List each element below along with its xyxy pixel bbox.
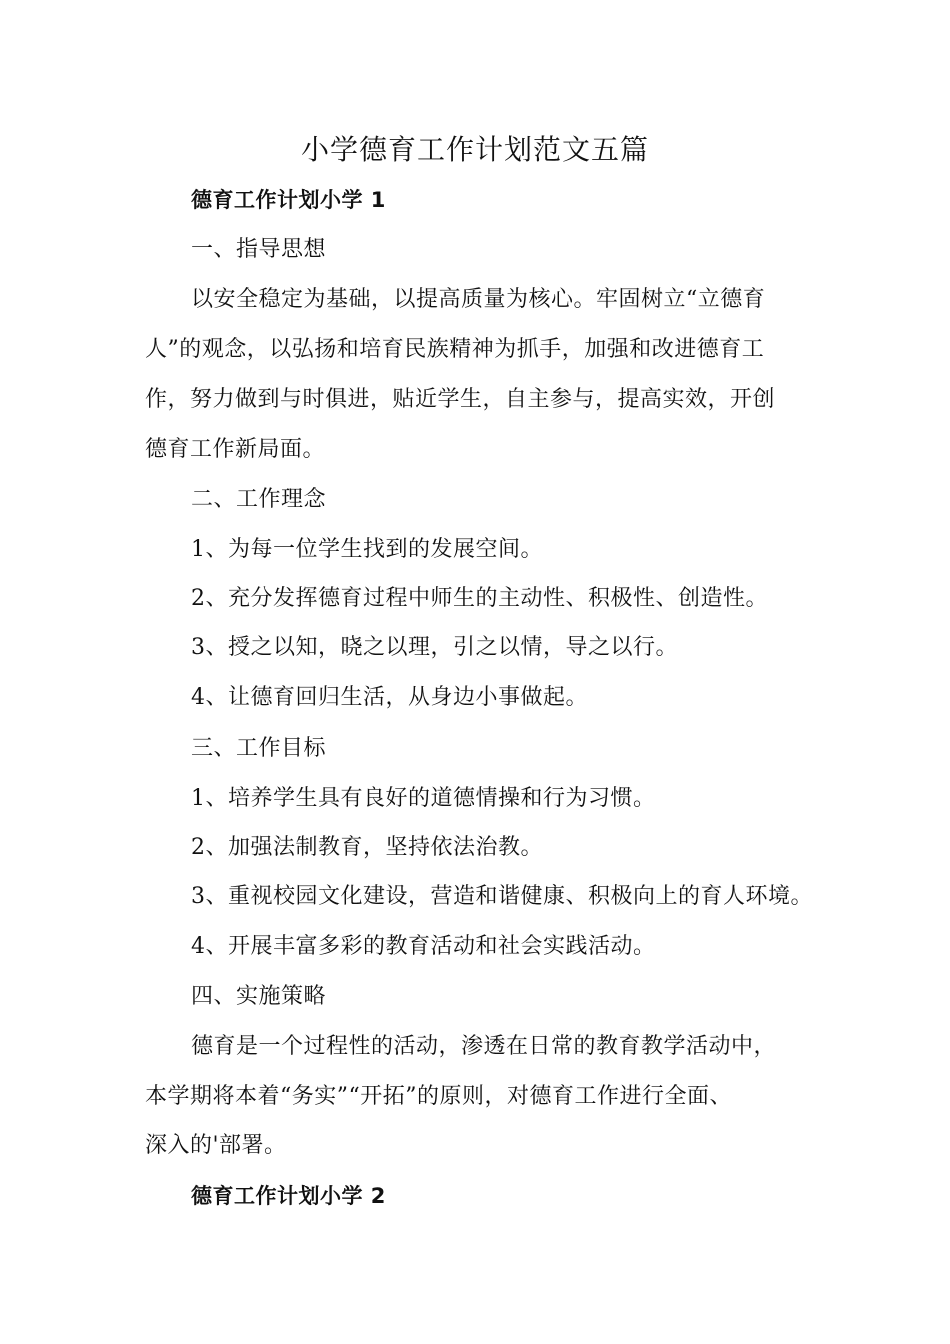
list-item: 2、加强法制教育，坚持依法治教。 (191, 835, 543, 860)
heading-work-goals: 三、工作目标 (191, 736, 327, 761)
list-item: 1、为每一位学生找到的发展空间。 (191, 537, 543, 562)
paragraph-line: 本学期将本着“务实”“开拓”的原则，对德育工作进行全面、 (145, 1084, 732, 1109)
document-title: 小学德育工作计划范文五篇 (300, 133, 649, 166)
list-item: 3、授之以知，晓之以理，引之以情，导之以行。 (191, 635, 678, 660)
paragraph-line: 德育工作新局面。 (145, 437, 326, 462)
paragraph-line: 德育是一个过程性的活动，渗透在日常的教育教学活动中， (191, 1034, 777, 1059)
paragraph-line: 人”的观念，以弘扬和培育民族精神为抓手，加强和改进德育工 (145, 337, 765, 362)
paragraph-line: 作，努力做到与时俱进，贴近学生，自主参与，提高实效，开创 (145, 387, 776, 412)
paragraph-line: 以安全稳定为基础，以提高质量为核心。牢固树立“立德育 (191, 287, 766, 312)
list-item: 4、开展丰富多彩的教育活动和社会实践活动。 (191, 934, 656, 959)
heading-work-concept: 二、工作理念 (191, 487, 327, 512)
section-heading-1: 德育工作计划小学 1 (191, 188, 386, 212)
heading-strategy: 四、实施策略 (191, 984, 327, 1009)
list-item: 2、充分发挥德育过程中师生的主动性、积极性、创造性。 (191, 586, 768, 611)
paragraph-line: 深入的'部署。 (145, 1133, 287, 1158)
section-heading-2: 德育工作计划小学 2 (191, 1184, 386, 1208)
heading-guiding-thought: 一、指导思想 (191, 237, 327, 262)
list-item: 4、让德育回归生活，从身边小事做起。 (191, 685, 588, 710)
list-item: 1、培养学生具有良好的道德情操和行为习惯。 (191, 786, 656, 811)
list-item: 3、重视校园文化建设，营造和谐健康、积极向上的育人环境。 (191, 884, 813, 909)
